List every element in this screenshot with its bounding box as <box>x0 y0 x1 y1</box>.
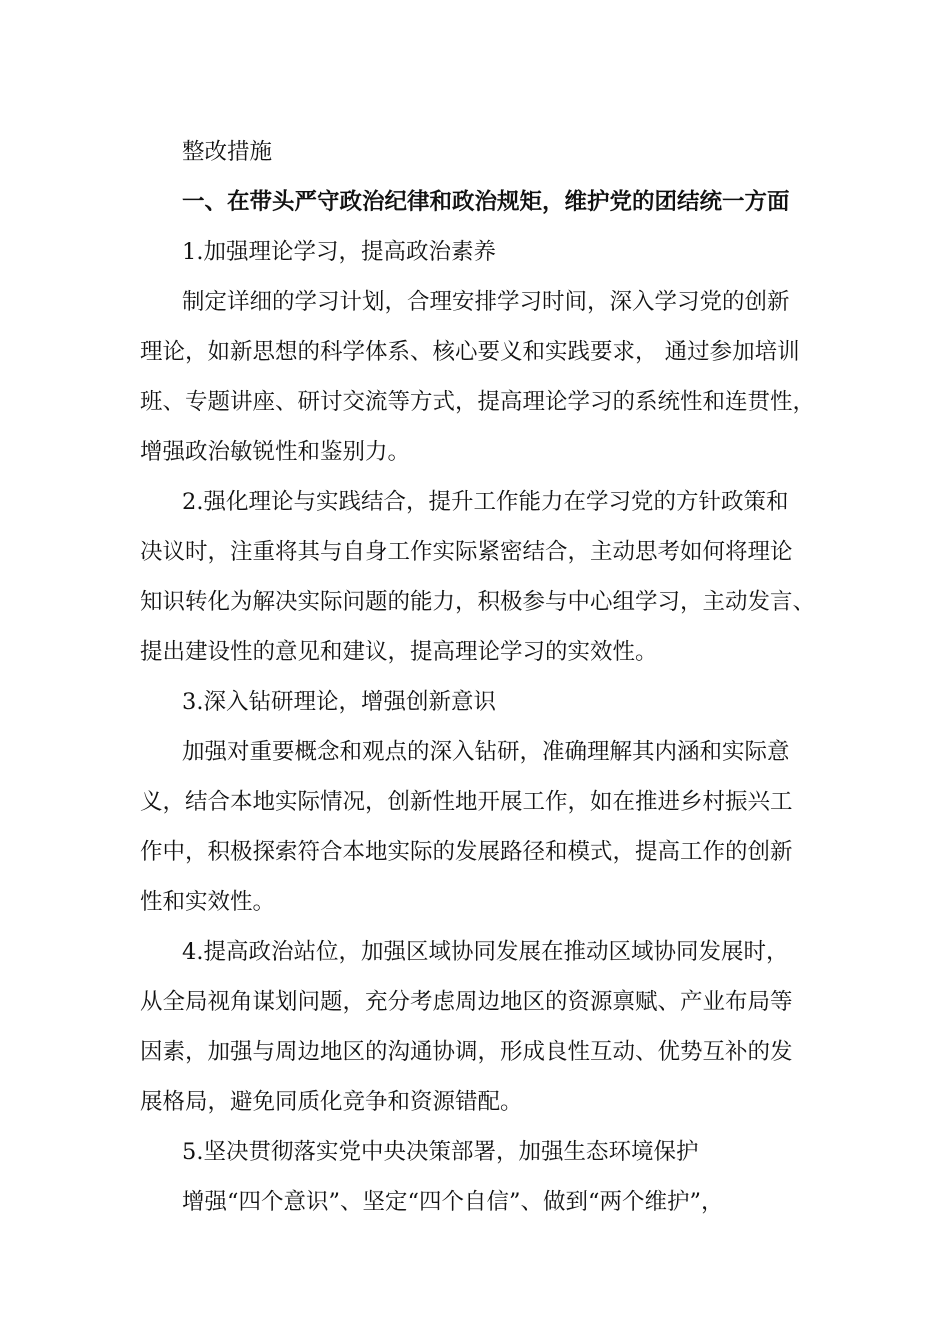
item-2-line-4: 提出建设性的意见和建议，提高理论学习的实效性。 <box>140 639 658 665</box>
item-4-line-4: 展格局，避免同质化竞争和资源错配。 <box>140 1089 523 1115</box>
item-4-line-1: 4.提高政治站位，加强区域协同发展在推动区域协同发展时， <box>182 939 789 965</box>
item-1-line-4: 增强政治敏锐性和鉴别力。 <box>140 439 411 465</box>
item-1-line-2: 理论，如新思想的科学体系、核心要义和实践要求， 通过参加培训 <box>140 339 800 365</box>
document-heading: 整改措施 <box>182 139 273 165</box>
item-5-title: 5.坚决贯彻落实党中央决策部署，加强生态环境保护 <box>182 1139 699 1165</box>
item-4-line-3: 因素，加强与周边地区的沟通协调，形成良性互动、优势互补的发 <box>140 1039 793 1065</box>
item-4-line-2: 从全局视角谋划问题，充分考虑周边地区的资源禀赋、产业布局等 <box>140 989 793 1015</box>
item-5-line-1: 增强“四个意识”、坚定“四个自信”、做到“两个维护”， <box>182 1189 724 1215</box>
item-1-title: 1.加强理论学习，提高政治素养 <box>182 239 496 265</box>
item-3-line-4: 性和实效性。 <box>140 889 276 915</box>
item-3-line-1: 加强对重要概念和观点的深入钻研，准确理解其内涵和实际意 <box>182 739 790 765</box>
item-1-line-3: 班、专题讲座、研讨交流等方式，提高理论学习的系统性和连贯性， <box>140 389 816 415</box>
item-1-line-1: 制定详细的学习计划，合理安排学习时间，深入学习党的创新 <box>182 289 790 315</box>
item-2-line-1: 2.强化理论与实践结合，提升工作能力在学习党的方针政策和 <box>182 489 789 515</box>
item-2-line-2: 决议时，注重将其与自身工作实际紧密结合，主动思考如何将理论 <box>140 539 793 565</box>
section-title: 一、在带头严守政治纪律和政治规矩，维护党的团结统一方面 <box>182 189 790 215</box>
item-3-line-2: 义，结合本地实际情况，创新性地开展工作，如在推进乡村振兴工 <box>140 789 793 815</box>
item-3-title: 3.深入钻研理论，增强创新意识 <box>182 689 496 715</box>
item-2-line-3: 知识转化为解决实际问题的能力，积极参与中心组学习，主动发言、 <box>140 589 816 615</box>
item-3-line-3: 作中，积极探索符合本地实际的发展路径和模式，提高工作的创新 <box>140 839 793 865</box>
